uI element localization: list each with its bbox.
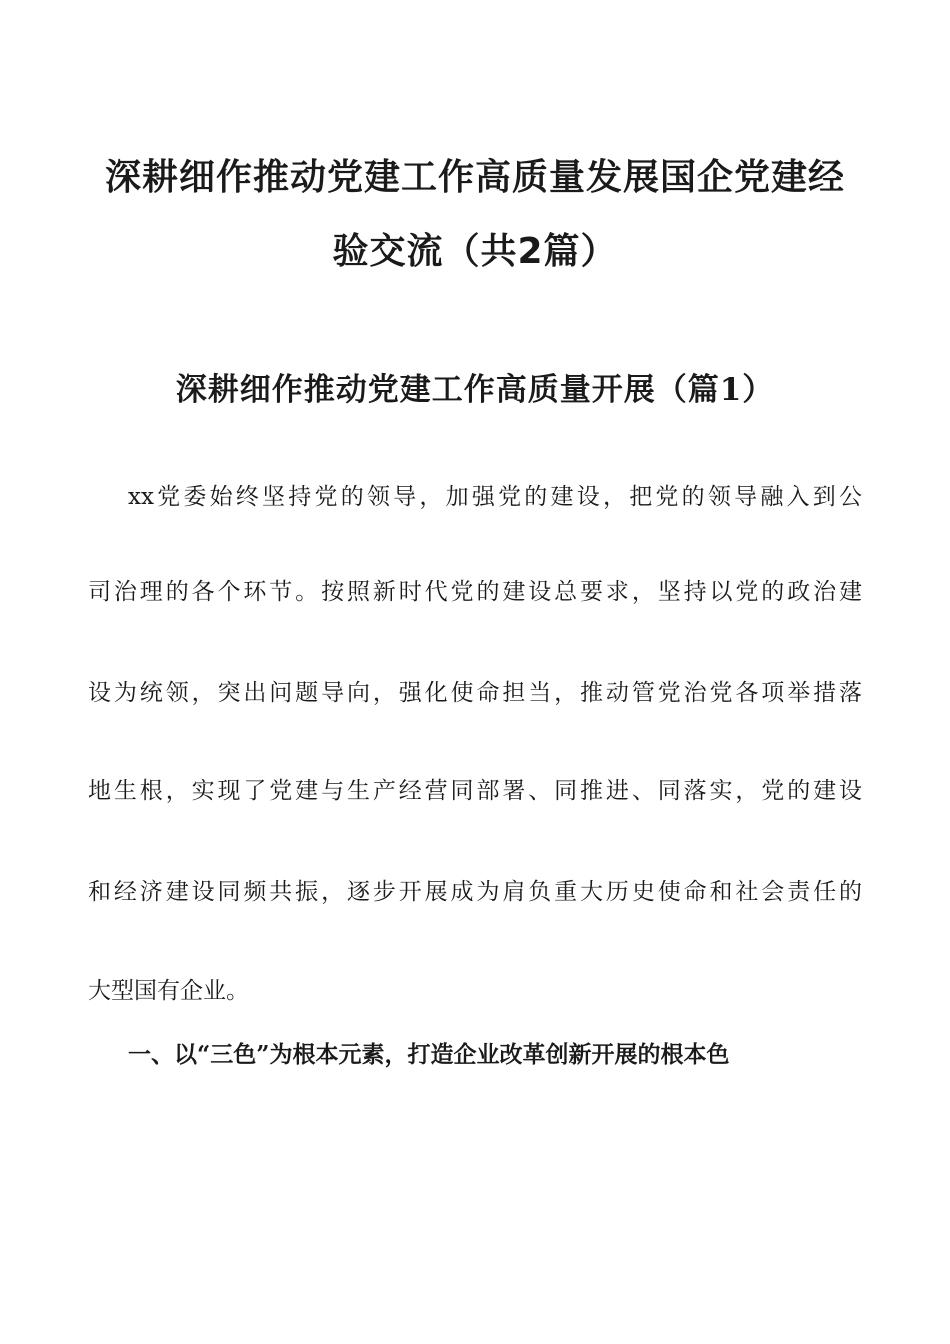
paragraph-line: 司治理的各个环节。按照新时代党的建设总要求，坚持以党的政治建 xyxy=(88,579,862,605)
paragraph-line: 大型国有企业。 xyxy=(88,978,249,1004)
section-heading: 一、以“三色”为根本元素，打造企业改革创新开展的根本色 xyxy=(128,1041,730,1068)
paragraph-line: 地生根，实现了党建与生产经营同部署、同推进、同落实，党的建设 xyxy=(88,778,862,804)
document-title-line-2: 验交流（共2篇） xyxy=(332,231,618,272)
article-subtitle: 深耕细作推动党建工作高质量开展（篇1） xyxy=(175,372,775,408)
document-title-line-1: 深耕细作推动党建工作高质量发展国企党建经 xyxy=(104,157,845,198)
paragraph-line: 和经济建设同频共振，逐步开展成为肩负重大历史使命和社会责任的 xyxy=(88,879,862,905)
paragraph-line: 设为统领，突出问题导向，强化使命担当，推动管党治党各项举措落 xyxy=(88,680,862,706)
paragraph-line: xx党委始终坚持党的领导，加强党的建设，把党的领导融入到公 xyxy=(128,484,862,510)
